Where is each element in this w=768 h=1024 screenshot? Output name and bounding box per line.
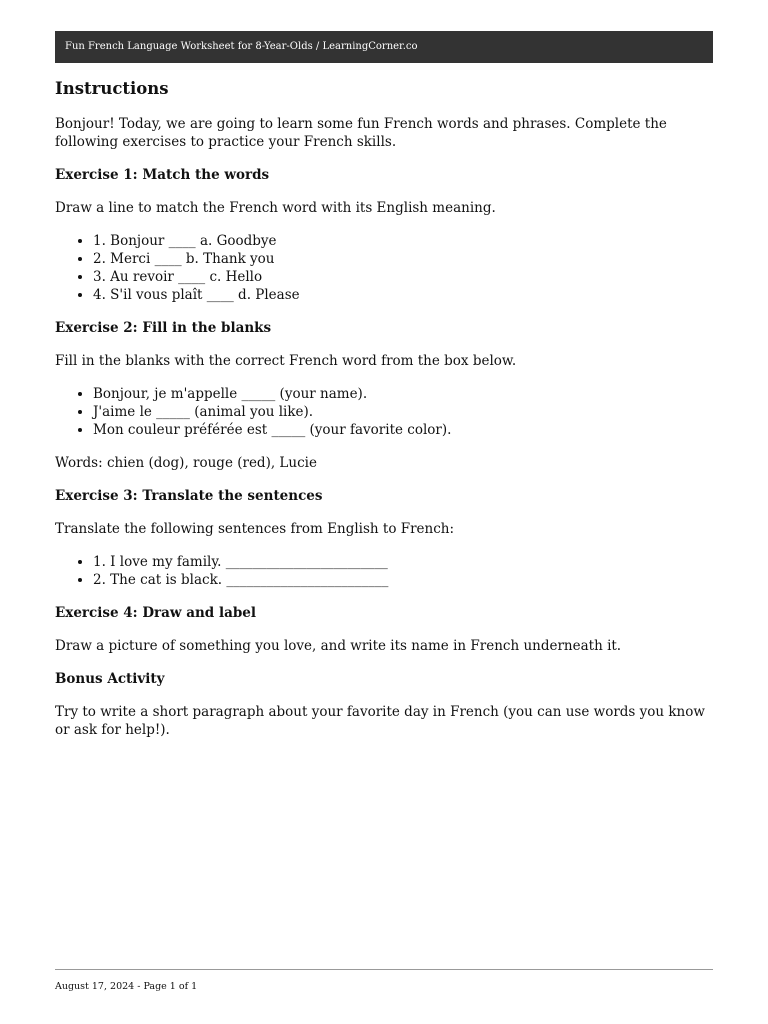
exercise-4-prompt: Draw a picture of something you love, and write its name in French underneath it. [55,638,622,654]
bonus-activity-title: Bonus Activity [55,671,165,687]
exercise-3-title: Exercise 3: Translate the sentences [55,488,323,504]
worksheet-content [55,78,715,754]
exercise-1-prompt: Draw a line to match the French word with its English meaning. [55,200,496,216]
footer-divider [55,969,713,970]
exercise-3-list [55,553,715,589]
exercise-4-title: Exercise 4: Draw and label [55,605,256,621]
instructions-intro: Bonjour! Today, we are going to learn some fun French words and phrases. Complete the following exercises to practice your French skills. [55,116,667,150]
exercise-3-prompt: Translate the following sentences from English to French: [55,521,455,537]
worksheet-header-title: Fun French Language Worksheet for 8-Year-Olds / LearningCorner.co [65,41,418,52]
exercise-2-word-bank: Words: chien (dog), rouge (red), Lucie [55,455,317,471]
footer-date-page: August 17, 2024 - Page 1 of 1 [55,981,198,992]
exercise-2-prompt: Fill in the blanks with the correct French word from the box below. [55,353,517,369]
exercise-2-list [55,385,715,439]
exercise-3-item: • 1. I love my family. ________________________ [93,553,715,571]
exercise-1-title: Exercise 1: Match the words [55,167,270,183]
bonus-activity-prompt: Try to write a short paragraph about your favorite day in French (you can use words you know or ask for help!). [55,704,705,738]
exercise-3-item: • 2. The cat is black. ________________________ [93,571,715,589]
exercise-2-item: • Mon couleur préférée est _____ (your favorite color). [93,421,715,439]
worksheet-header-bar [55,31,713,63]
exercise-2-item: • Bonjour, je m'appelle _____ (your name). [93,385,715,403]
exercise-1-item: • 3. Au revoir ____ c. Hello [93,268,715,286]
instructions-heading: Instructions [55,79,169,98]
exercise-1-list [55,232,715,304]
exercise-2-item: • J'aime le _____ (animal you like). [93,403,715,421]
exercise-2-title: Exercise 2: Fill in the blanks [55,320,272,336]
exercise-1-item: • 1. Bonjour ____ a. Goodbye [93,232,715,250]
exercise-1-item: • 2. Merci ____ b. Thank you [93,250,715,268]
exercise-1-item: • 4. S'il vous plaît ____ d. Please [93,286,715,304]
